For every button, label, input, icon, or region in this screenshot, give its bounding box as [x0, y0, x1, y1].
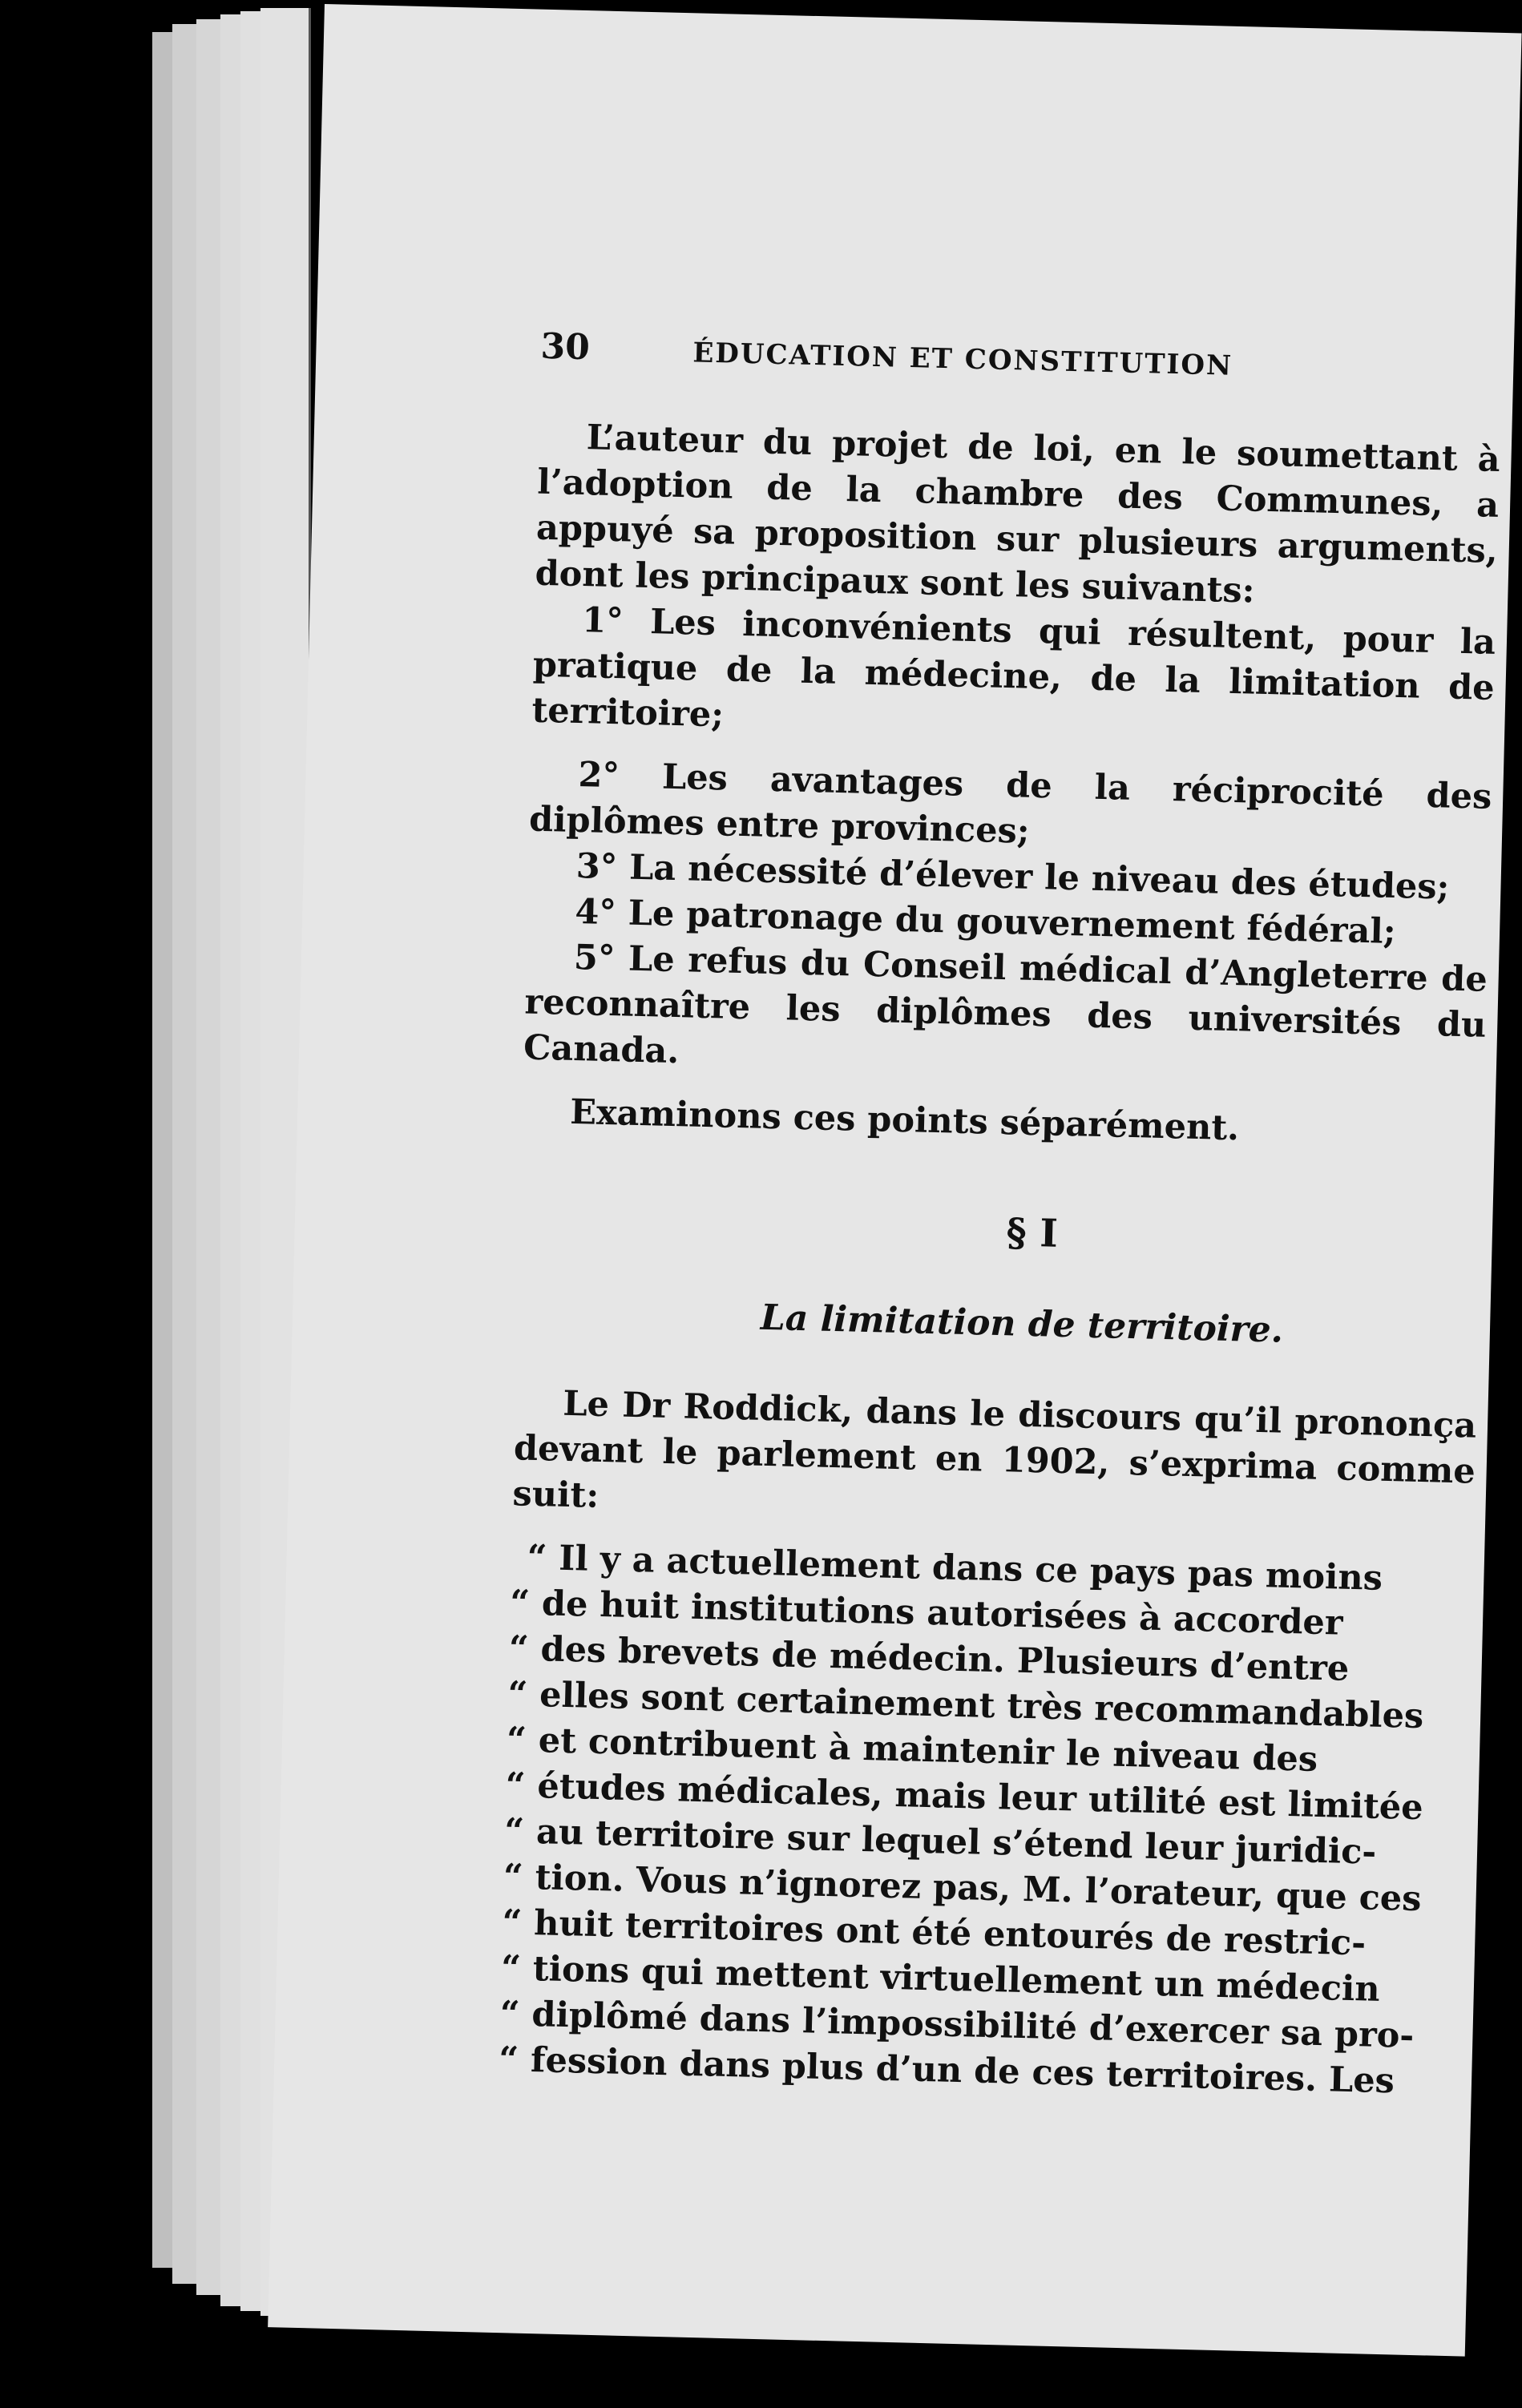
- quotation-block: [499, 1535, 1473, 2106]
- point-5: 5° Le refus du Conseil médical d’Angleterre de reconnaître les diplômes des universités du Canada.: [523, 937, 1488, 1072]
- quote-line: “ Il y a actuellement dans ce pays pas moins: [527, 1537, 1383, 1599]
- page-header: [540, 326, 1503, 405]
- closing-paragraph: Examinons ces points séparément.: [569, 1091, 1240, 1149]
- section-lead-paragraph: Le Dr Roddick, dans le discours qu’il prononça devant le parlement en 1902, s’exprima comme suit:: [512, 1383, 1477, 1516]
- quote-line: “ des brevets de médecin. Plusieurs d’entre: [508, 1628, 1350, 1689]
- quote-line: “ et contribuent à maintenir le niveau des: [506, 1720, 1318, 1780]
- point-1: 1° Les inconvénients qui résultent, pour la pratique de la médecine, de la limitation de territoire;: [531, 600, 1496, 736]
- quote-line: “ elles sont certainement très recommandables: [507, 1674, 1424, 1737]
- quote-line: “ tions qui mettent virtuellement un médecin: [500, 1948, 1381, 2010]
- quote-line: “ huit territoires ont été entourés de restric-: [501, 1902, 1367, 1964]
- intro-paragraph: L’auteur du projet de loi, en le soumettant à l’adoption de la chambre des Communes, a appuyé sa proposition sur plusieurs arguments, dont les principaux sont les suivants:: [535, 417, 1501, 611]
- book-page: [268, 4, 1521, 2357]
- quote-line: “ au territoire sur lequel s’étend leur juridic-: [503, 1811, 1377, 1873]
- point-3: 3° La nécessité d’élever le niveau des études;: [575, 845, 1451, 908]
- quote-line: “ diplômé dans l’impossibilité d’exercer sa pro-: [499, 1994, 1415, 2056]
- point-4: 4° Le patronage du gouvernement fédéral;: [574, 891, 1397, 952]
- quote-line: “ fession dans plus d’un de ces territoires. Les: [498, 2039, 1395, 2102]
- section-mark: § I: [1005, 1210, 1059, 1256]
- page-number: 30: [540, 325, 591, 369]
- running-head: ÉDUCATION ET CONSTITUTION: [692, 337, 1233, 382]
- point-2: 2° Les avantages de la réciprocité des diplômes entre provinces;: [528, 755, 1492, 852]
- section-title: La limitation de territoire.: [760, 1297, 1284, 1351]
- page-content: [499, 326, 1503, 2107]
- quote-line: “ tion. Vous n’ignorez pas, M. l’orateur, que ces: [503, 1857, 1423, 1920]
- quote-line: “ études médicales, mais leur utilité est limitée: [505, 1765, 1424, 1829]
- quote-line: “ de huit institutions autorisées à accorder: [509, 1583, 1344, 1644]
